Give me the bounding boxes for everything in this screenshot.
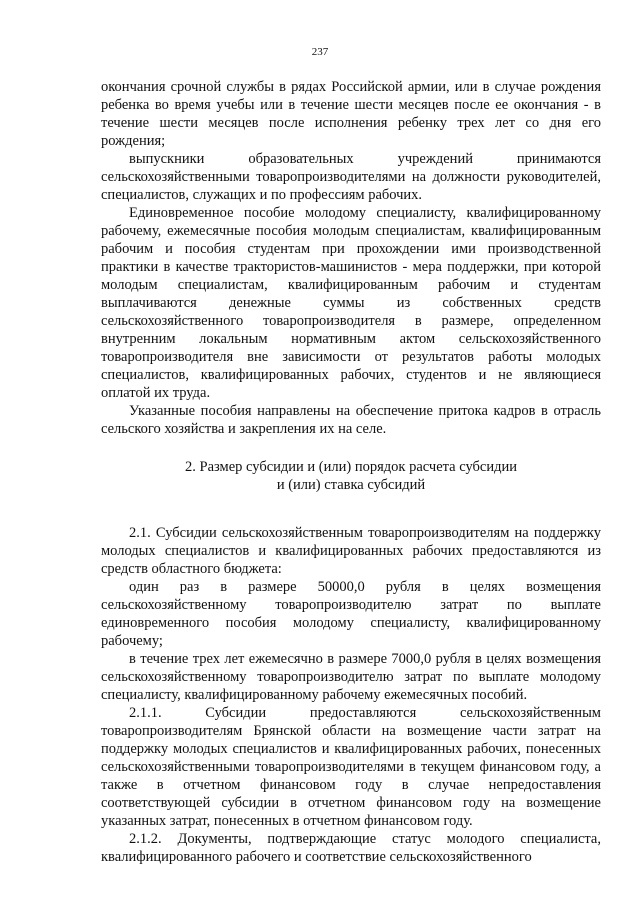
paragraph-continuation: окончания срочной службы в рядах Российской армии, или в случае рождения ребенка во время учебы или в течение шести месяцев после ее окончания - в течение шести месяцев после исполнения ребенку трех лет со дня его рождения; — [101, 79, 601, 149]
paragraph-2-1-2: 2.1.2. Документы, подтверждающие статус молодого специалиста, квалифицированного рабочего и соответствие сельскохозяйственного — [101, 831, 601, 865]
paragraph-one-time-payment: один раз в размере 50000,0 рубля в целях возмещения сельскохозяйственному товаропроизводителю затрат по выплате единовременного пособия молодому специалисту, квалифицированному рабочему; — [101, 579, 601, 649]
document-body — [101, 78, 601, 866]
section-heading-line-2: и (или) ставка субсидий — [276, 477, 426, 493]
paragraph-2-1-1: 2.1.1. Субсидии предоставляются сельскохозяйственным товаропроизводителям Брянской области на возмещение части затрат на поддержку молодых специалистов и квалифицированных рабочих, понесенных сельскохозяйственными товаропроизводителями в текущем финансовом году, а также в отчетном финансовом году в случае непредоставления соответствующей субсидии в отчетном финансовом году на возмещение указанных затрат, понесенных в отчетном финансовом году. — [101, 705, 601, 829]
section-heading — [101, 458, 601, 494]
paragraph-allowance-purpose: Указанные пособия направлены на обеспечение притока кадров в отрасль сельского хозяйства и закрепления их на селе. — [101, 403, 601, 437]
paragraph-graduates: выпускники образовательных учреждений принимаются сельскохозяйственными товаропроизводителями на должности руководителей, специалистов, служащих и по профессиям рабочих. — [101, 151, 601, 203]
section-heading-line-1: 2. Размер субсидии и (или) порядок расчета субсидии — [185, 459, 517, 475]
paragraph-2-1: 2.1. Субсидии сельскохозяйственным товаропроизводителям на поддержку молодых специалистов и квалифицированных рабочих предоставляются из средств областного бюджета: — [101, 525, 601, 577]
page-number: 237 — [311, 46, 329, 58]
paragraph-allowance-definition: Единовременное пособие молодому специалисту, квалифицированному рабочему, ежемесячные пособия молодым специалистам, квалифицированным рабочим и пособия студентам при прохождении ими производственной практики в качестве трактористов-машинистов - мера поддержки, при которой молодым специалистам, квалифицированным рабочим и студентам выплачиваются денежные суммы из собственных средств сельскохозяйственного товаропроизводителя в размере, определенном внутренним локальным нормативным актом сельскохозяйственного товаропроизводителя вне зависимости от результатов работы молодых специалистов, квалифицированных рабочих, студентов и не являющиеся оплатой их труда. — [101, 205, 601, 401]
paragraph-monthly-payment: в течение трех лет ежемесячно в размере 7000,0 рубля в целях возмещения сельскохозяйственному товаропроизводителю затрат по выплате молодому специалисту, квалифицированному рабочему ежемесячных пособий. — [101, 651, 601, 703]
